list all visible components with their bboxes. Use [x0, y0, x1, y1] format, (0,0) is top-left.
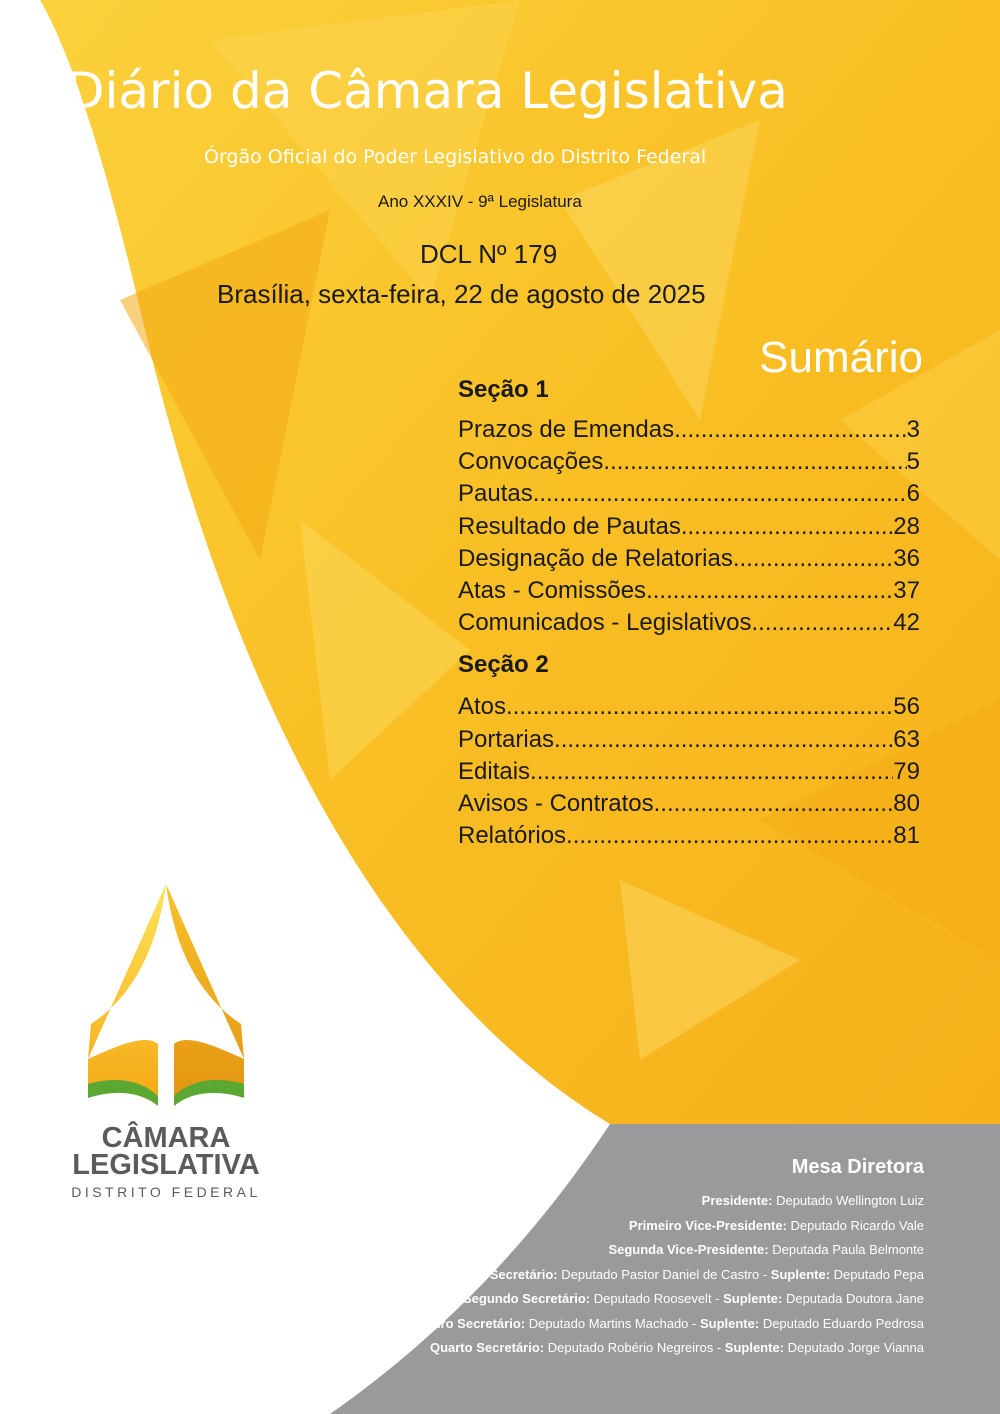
mesa-member-row: [403, 1189, 924, 1214]
toc-item-label: Atos: [458, 693, 507, 721]
mesa-sub-role: Suplente:: [770, 1266, 831, 1282]
mesa-role: Primeiro Secretário:: [433, 1266, 558, 1282]
toc-item-page: 81: [893, 822, 920, 850]
mesa-sub-member: Deputado Pepa: [830, 1266, 924, 1282]
toc-item-label: Designação de Relatorias: [458, 544, 733, 572]
toc-item[interactable]: [458, 756, 920, 788]
toc-item[interactable]: [458, 820, 920, 852]
mesa-sub-role: Suplente:: [723, 1291, 783, 1306]
leader-dots: [603, 446, 906, 478]
section-2-title: Seção 2: [458, 651, 549, 679]
emblem-left-wing: [88, 884, 166, 1099]
mesa-role: Segunda Vice-Presidente:: [608, 1242, 769, 1257]
mesa-member-row: [403, 1214, 924, 1239]
mesa-member-row: [403, 1336, 924, 1361]
leader-dots: [646, 575, 893, 607]
toc-item[interactable]: [458, 543, 920, 575]
leader-dots: [506, 691, 893, 723]
toc-item-label: Editais: [458, 757, 531, 785]
mesa-member-row: [403, 1312, 924, 1337]
mesa-member: Deputado Robério Negreiros -: [544, 1340, 725, 1355]
journal-title: Diário da Câmara Legislativa: [66, 62, 788, 120]
toc-item-label: Prazos de Emendas: [458, 416, 675, 443]
mesa-member: Deputado Ricardo Vale: [786, 1217, 924, 1233]
toc-item-page: 37: [893, 576, 920, 604]
toc-item[interactable]: [458, 607, 920, 639]
logo-text-camara: CÂMARA: [101, 1122, 231, 1154]
mesa-sub-member: Deputado Jorge Vianna: [784, 1340, 924, 1355]
summary-heading: Sumário: [759, 333, 923, 382]
mesa-member: Deputada Paula Belmonte: [768, 1242, 924, 1257]
mesa-role: Primeiro Vice-Presidente:: [628, 1217, 787, 1233]
logo-text-distrito: DISTRITO FEDERAL: [71, 1184, 261, 1200]
toc-item[interactable]: [458, 788, 920, 820]
mesa-member-row: [403, 1238, 924, 1263]
mesa-member: Deputado Wellington Luiz: [772, 1193, 924, 1208]
mesa-sub-member: Deputado Eduardo Pedrosa: [759, 1315, 924, 1331]
leader-dots: [751, 607, 893, 639]
toc-item-page: 36: [893, 544, 920, 572]
toc-item-label: Pautas: [458, 480, 533, 508]
leader-dots: [674, 414, 907, 446]
toc-item[interactable]: [458, 446, 920, 478]
mesa-sub-member: Deputada Doutora Jane: [782, 1291, 924, 1306]
leader-dots: [733, 543, 893, 575]
toc-item-page: 3: [906, 416, 920, 443]
logo-text-legislativa: LEGISLATIVA: [72, 1149, 260, 1181]
toc-item-label: Resultado de Pautas: [458, 512, 681, 540]
toc-item[interactable]: [458, 691, 920, 723]
issue-number: DCL Nº 179: [420, 239, 558, 269]
toc-item-page: 5: [906, 448, 920, 476]
mesa-sub-role: Suplente:: [724, 1340, 785, 1355]
issue-date: Brasília, sexta-feira, 22 de agosto de 2025: [217, 279, 706, 309]
mesa-member-row: [403, 1263, 924, 1288]
mesa-sub-role: Suplente:: [699, 1315, 760, 1331]
mesa-role: Quarto Secretário:: [429, 1340, 545, 1355]
mesa-role: Presidente:: [701, 1193, 773, 1208]
toc-item[interactable]: [458, 414, 920, 446]
table-of-contents: [458, 374, 920, 852]
mesa-diretora: [403, 1156, 924, 1361]
journal-subtitle: Órgão Oficial do Poder Legislativo do Distrito Federal: [204, 146, 707, 168]
toc-item-label: Convocações: [458, 448, 604, 476]
toc-item[interactable]: [458, 511, 920, 543]
toc-item-label: Avisos - Contratos: [458, 789, 654, 817]
toc-item-page: 80: [893, 789, 920, 817]
toc-item-label: Portarias: [458, 725, 555, 753]
emblem-right-wing: [166, 884, 244, 1099]
mesa-member: Deputado Martins Machado -: [525, 1315, 700, 1331]
leader-dots: [566, 820, 893, 852]
toc-item-page: 63: [893, 725, 920, 753]
leader-dots: [533, 478, 907, 510]
toc-item[interactable]: [458, 575, 920, 607]
toc-item-page: 28: [893, 512, 920, 540]
toc-item[interactable]: [458, 478, 920, 510]
toc-item-label: Atas - Comissões: [458, 576, 647, 604]
leader-dots: [530, 756, 893, 788]
leader-dots: [654, 788, 894, 820]
mesa-role: Terceiro Secretário:: [403, 1315, 526, 1331]
leader-dots: [554, 724, 893, 756]
toc-item-page: 56: [893, 693, 920, 721]
leader-dots: [681, 511, 893, 543]
toc-item[interactable]: [458, 724, 920, 756]
toc-item-page: 6: [906, 480, 920, 508]
toc-item-label: Comunicados - Legislativos: [458, 609, 752, 637]
mesa-member-row: [403, 1287, 924, 1312]
toc-item-label: Relatórios: [458, 822, 567, 850]
mesa-member: Deputado Roosevelt -: [590, 1291, 724, 1306]
mesa-member: Deputado Pastor Daniel de Castro -: [557, 1266, 771, 1282]
year-legislature: Ano XXXIV - 9ª Legislatura: [378, 192, 582, 211]
section-1-title: Seção 1: [458, 376, 549, 403]
toc-item-page: 79: [893, 757, 920, 785]
mesa-title: Mesa Diretora: [791, 1156, 924, 1178]
mesa-role: Segundo Secretário:: [463, 1291, 591, 1306]
toc-item-page: 42: [893, 609, 920, 637]
